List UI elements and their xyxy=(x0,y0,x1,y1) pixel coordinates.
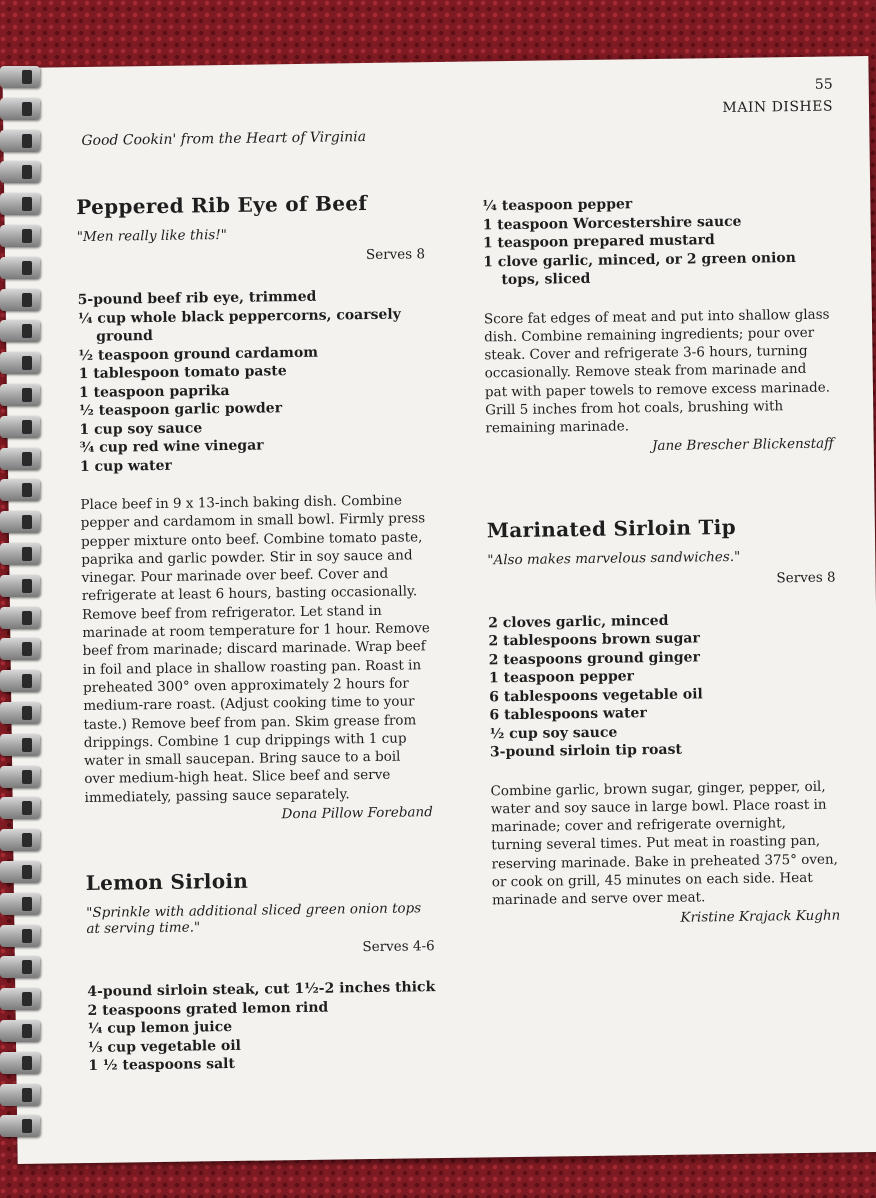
page-number: 55 xyxy=(814,76,833,93)
ingredient-item: 1 teaspoon prepared mustard xyxy=(482,232,715,252)
recipe-serves: Serves 8 xyxy=(365,246,426,264)
recipe-attribution: Dona Pillow Foreband xyxy=(281,804,433,823)
ingredient-item: ¼ cup whole black peppercorns, coarsely ground xyxy=(77,306,401,345)
recipe-title: Lemon Sirloin xyxy=(85,868,249,896)
ingredient-item: 1 teaspoon pepper xyxy=(488,668,635,687)
ingredient-item: 1 cup soy sauce xyxy=(79,419,203,438)
ingredient-item: ¾ cup red wine vinegar xyxy=(79,437,264,457)
recipe-lemon-sirloin xyxy=(86,866,437,1075)
ingredient-item: 1 ½ teaspoons salt xyxy=(88,1055,235,1075)
recipe-attribution: Jane Brescher Blickenstaff xyxy=(651,435,834,454)
recipe-directions: Place beef in 9 x 13-inch baking dish. Combine pepper and cardamom in small bowl. Firmly press pepper mixture onto beef. Combine tomato paste, paprika and garlic powder. Stir in soy sauce and vinegar. Pour marinade over beef. Cover and refrigerate at least 6 hours, basting occasionally. Remove beef from refrigerator. Let stand in marinade at room temperature for 1 hour. Remove beef from marinade; discard marinade. Wrap beef in foil and place in shallow roasting pan. Roast in preheated 300° oven approximately 2 hours for medium-rare roast. (Adjust cooking time to your taste.) Remove beef from pan. Skim grease from drippings. Combine 1 cup drippings with 1 cup water in small saucepan. Bring sauce to a boil over medium-high heat. Slice beef and serve immediately, passing sauce separately. xyxy=(80,492,430,806)
ingredient-list xyxy=(78,286,429,476)
ingredient-item: ¼ teaspoon pepper xyxy=(482,196,633,215)
recipe-serves: Serves 8 xyxy=(776,569,836,586)
ingredient-item: ½ cup soy sauce xyxy=(489,724,618,742)
cookbook-page xyxy=(2,56,876,1164)
recipe-marinated-sirloin-tip xyxy=(487,513,841,928)
recipe-tagline: "Men really like this!" xyxy=(76,226,228,246)
recipe-attribution: Kristine Krajack Kughn xyxy=(680,907,841,926)
ingredient-item: 1 teaspoon Worcestershire sauce xyxy=(482,213,742,233)
recipe-tagline: "Also makes marvelous sandwiches." xyxy=(487,548,741,568)
ingredient-list xyxy=(482,193,831,290)
ingredient-item: ⅓ cup vegetable oil xyxy=(87,1037,242,1056)
ingredient-item: 1 clove garlic, minced, or 2 green onion tops, sliced xyxy=(483,249,796,289)
ingredient-item: ½ teaspoon garlic powder xyxy=(79,400,283,420)
recipe-lemon-sirloin-continued xyxy=(482,193,834,456)
recipe-peppered-rib-eye xyxy=(76,190,433,825)
book-title: Good Cookin' from the Heart of Virginia xyxy=(81,129,367,150)
ingredient-item: 3-pound sirloin tip roast xyxy=(489,741,682,761)
ingredient-item: 5-pound beef rib eye, trimmed xyxy=(77,288,317,309)
ingredient-item: 1 cup water xyxy=(79,457,172,475)
ingredient-list xyxy=(87,978,436,1075)
ingredient-item: 2 teaspoons grated lemon rind xyxy=(87,999,329,1019)
recipe-title: Marinated Sirloin Tip xyxy=(486,514,737,542)
ingredient-item: 1 teaspoon paprika xyxy=(78,382,230,401)
ingredient-item: 4-pound sirloin steak, cut 1½-2 inches thick xyxy=(87,979,436,1001)
section-title: MAIN DISHES xyxy=(722,98,834,117)
ingredient-list xyxy=(488,609,838,762)
ingredient-item: 2 tablespoons brown sugar xyxy=(488,630,700,650)
ingredient-item: ¼ cup lemon juice xyxy=(87,1019,233,1038)
ingredient-item: 1 tablespoon tomato paste xyxy=(78,363,287,383)
recipe-tagline: "Sprinkle with additional sliced green onion tops at serving time." xyxy=(86,900,422,938)
ingredient-item: 6 tablespoons water xyxy=(489,705,647,724)
left-column xyxy=(76,190,437,1095)
ingredient-item: 2 teaspoons ground ginger xyxy=(488,648,701,668)
recipe-serves: Serves 4-6 xyxy=(362,938,435,956)
ingredient-item: ½ teaspoon ground cardamom xyxy=(78,344,319,364)
right-column xyxy=(482,193,840,928)
ingredient-item: 2 cloves garlic, minced xyxy=(488,612,669,631)
recipe-title: Peppered Rib Eye of Beef xyxy=(76,191,368,220)
ingredient-item: 6 tablespoons vegetable oil xyxy=(489,685,703,705)
recipe-directions: Score fat edges of meat and put into shallow glass dish. Combine remaining ingredients; pour over steak. Cover and refrigerate 3-6 hours, turning occasionally. Remove steak from marinade and pat with paper towels to remove excess marinade. Grill 5 inches from hot coals, brushing with remaining marinade. xyxy=(483,306,831,437)
recipe-directions: Combine garlic, brown sugar, ginger, pepper, oil, water and soy sauce in large bowl. Place roast in marinade; cover and refrigerate overnight, turning several times. Put meat in roasting pan, reserving marinade. Bake in preheated 375° oven, or cook on grill, 45 minutes on each side. Heat marinade and serve over meat. xyxy=(490,778,839,909)
